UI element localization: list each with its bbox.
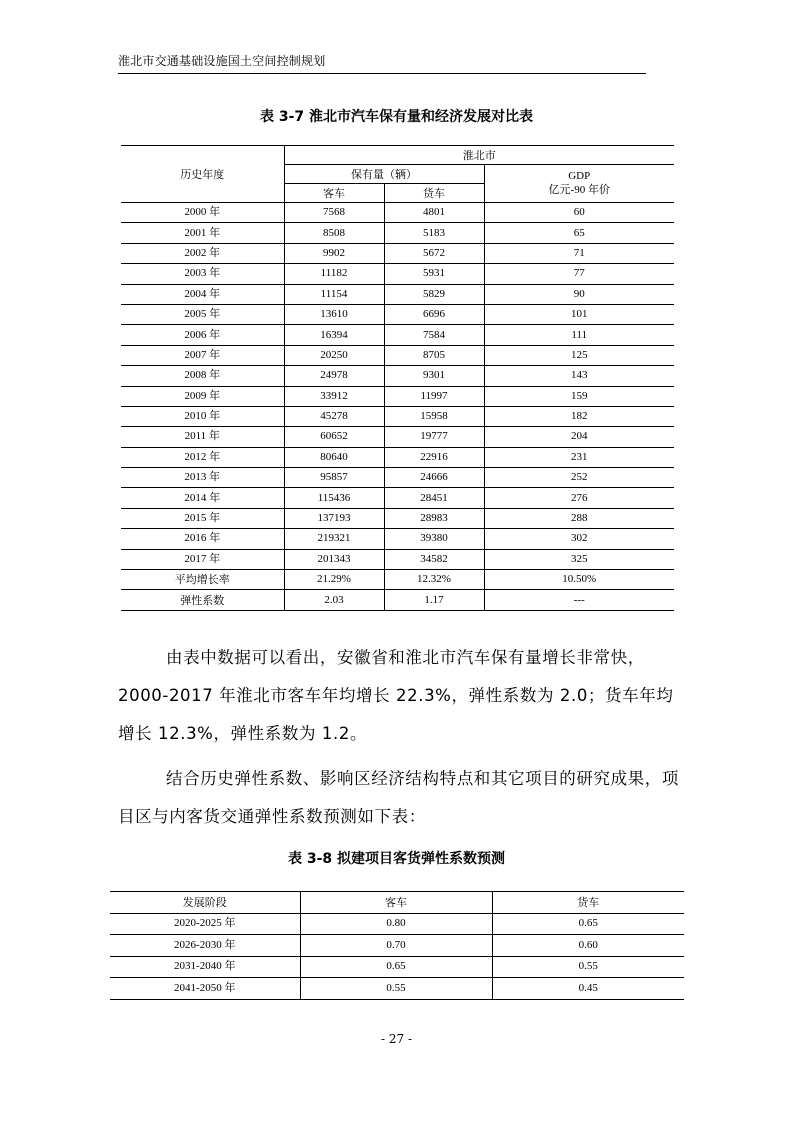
- freight-cell: 0.55: [492, 956, 684, 978]
- freight-cell: 11997: [384, 386, 484, 406]
- forecast-intro-paragraph: 结合历史弹性系数、影响区经济结构特点和其它项目的研究成果，项目区与内客货交通弹性系数预测如下表：: [118, 769, 679, 826]
- table-row: [121, 406, 674, 426]
- table-row: [121, 427, 674, 447]
- passenger-cell: 60652: [284, 427, 384, 447]
- gdp-cell: 302: [484, 529, 674, 549]
- passenger-cell: 20250: [284, 345, 384, 365]
- freight-cell: 28451: [384, 488, 484, 508]
- holdings-group-header: 保有量（辆）: [284, 165, 484, 184]
- freight-cell: 0.45: [492, 978, 684, 1000]
- year-cell: 弹性系数: [121, 590, 284, 610]
- table-row: [110, 913, 684, 935]
- gdp-cell: ---: [484, 590, 674, 610]
- passenger-cell: 219321: [284, 529, 384, 549]
- gdp-cell: 325: [484, 549, 674, 569]
- year-cell: 2012 年: [121, 447, 284, 467]
- stage-cell: 2031-2040 年: [110, 956, 300, 978]
- col-header-passenger: 客车: [284, 184, 384, 203]
- passenger-cell: 2.03: [284, 590, 384, 610]
- elasticity-forecast-table: [110, 891, 684, 1000]
- gdp-cell: 71: [484, 243, 674, 263]
- running-header: 淮北市交通基础设施国土空间控制规划: [118, 54, 326, 68]
- gdp-cell: 252: [484, 468, 674, 488]
- col-header-freight: 货车: [577, 895, 600, 909]
- passenger-cell: 137193: [284, 508, 384, 528]
- year-cell: 2001 年: [121, 223, 284, 243]
- table-row: [121, 325, 674, 345]
- freight-cell: 5931: [384, 264, 484, 284]
- vehicle-gdp-table: [121, 145, 674, 611]
- year-cell: 2011 年: [121, 427, 284, 447]
- stage-cell: 2041-2050 年: [110, 978, 300, 1000]
- table-row: [121, 203, 674, 223]
- gdp-cell: 231: [484, 447, 674, 467]
- freight-cell: 34582: [384, 549, 484, 569]
- table-row: [110, 935, 684, 957]
- gdp-cell: 60: [484, 203, 674, 223]
- table-row: [121, 386, 674, 406]
- year-cell: 2008 年: [121, 366, 284, 386]
- year-cell: 2004 年: [121, 284, 284, 304]
- freight-cell: 39380: [384, 529, 484, 549]
- passenger-cell: 11182: [284, 264, 384, 284]
- freight-cell: 19777: [384, 427, 484, 447]
- table-row: [121, 447, 674, 467]
- passenger-cell: 8508: [284, 223, 384, 243]
- table-row: [121, 468, 674, 488]
- freight-cell: 5183: [384, 223, 484, 243]
- freight-cell: 15958: [384, 406, 484, 426]
- table-row: [121, 264, 674, 284]
- year-cell: 2009 年: [121, 386, 284, 406]
- year-cell: 2017 年: [121, 549, 284, 569]
- passenger-cell: 11154: [284, 284, 384, 304]
- freight-cell: 8705: [384, 345, 484, 365]
- table-row: [121, 529, 674, 549]
- table-row: [110, 956, 684, 978]
- year-cell: 2016 年: [121, 529, 284, 549]
- gdp-unit-label: 亿元-90 年价: [548, 184, 610, 196]
- col-header-gdp: [484, 165, 674, 203]
- freight-cell: 0.60: [492, 935, 684, 957]
- year-cell: 2013 年: [121, 468, 284, 488]
- page-number: - 27 -: [380, 1032, 412, 1046]
- table-row: [121, 345, 674, 365]
- year-cell: 2007 年: [121, 345, 284, 365]
- year-cell: 2006 年: [121, 325, 284, 345]
- table-row: [121, 304, 674, 324]
- year-cell: 2005 年: [121, 304, 284, 324]
- header-divider: [118, 73, 646, 74]
- passenger-cell: 201343: [284, 549, 384, 569]
- gdp-cell: 65: [484, 223, 674, 243]
- region-header: 淮北市: [462, 148, 496, 162]
- year-cell: 2015 年: [121, 508, 284, 528]
- gdp-cell: 182: [484, 406, 674, 426]
- year-cell: 2000 年: [121, 203, 284, 223]
- stage-cell: 2026-2030 年: [110, 935, 300, 957]
- year-cell: 2003 年: [121, 264, 284, 284]
- passenger-cell: 33912: [284, 386, 384, 406]
- freight-cell: 1.17: [384, 590, 484, 610]
- passenger-cell: 0.65: [300, 956, 492, 978]
- freight-cell: 4801: [384, 203, 484, 223]
- passenger-cell: 13610: [284, 304, 384, 324]
- passenger-cell: 7568: [284, 203, 384, 223]
- passenger-cell: 115436: [284, 488, 384, 508]
- table-row: [121, 366, 674, 386]
- passenger-cell: 24978: [284, 366, 384, 386]
- gdp-cell: 159: [484, 386, 674, 406]
- col-header-year: 历史年度: [121, 146, 284, 203]
- table-row: [121, 488, 674, 508]
- freight-cell: 5672: [384, 243, 484, 263]
- passenger-cell: 95857: [284, 468, 384, 488]
- gdp-cell: 10.50%: [484, 570, 674, 590]
- passenger-cell: 45278: [284, 406, 384, 426]
- gdp-label: GDP: [568, 170, 591, 182]
- table-row: [121, 223, 674, 243]
- table-3-7-caption: 表 3-7 淮北市汽车保有量和经济发展对比表: [259, 109, 534, 125]
- col-header-passenger: 客车: [300, 892, 492, 914]
- year-cell: 2014 年: [121, 488, 284, 508]
- year-cell: 平均增长率: [121, 570, 284, 590]
- gdp-cell: 77: [484, 264, 674, 284]
- freight-cell: 5829: [384, 284, 484, 304]
- col-header-stage: 发展阶段: [110, 892, 300, 914]
- gdp-cell: 90: [484, 284, 674, 304]
- freight-cell: 7584: [384, 325, 484, 345]
- passenger-cell: 0.70: [300, 935, 492, 957]
- freight-cell: 6696: [384, 304, 484, 324]
- gdp-cell: 101: [484, 304, 674, 324]
- analysis-paragraph: 由表中数据可以看出，安徽省和淮北市汽车保有量增长非常快，2000-2017 年淮北市客车年均增长 22.3%，弹性系数为 2.0；货车年均增长 12.3%，弹性系数为 1.2。: [118, 648, 674, 743]
- year-cell: 2010 年: [121, 406, 284, 426]
- passenger-cell: 16394: [284, 325, 384, 345]
- year-cell: 2002 年: [121, 243, 284, 263]
- passenger-cell: 21.29%: [284, 570, 384, 590]
- passenger-cell: 9902: [284, 243, 384, 263]
- freight-cell: 28983: [384, 508, 484, 528]
- table-row: [121, 243, 674, 263]
- gdp-cell: 143: [484, 366, 674, 386]
- table-row: [121, 590, 674, 610]
- passenger-cell: 0.55: [300, 978, 492, 1000]
- table-row: [121, 549, 674, 569]
- table-row: [110, 978, 684, 1000]
- table-row: [121, 508, 674, 528]
- freight-cell: 12.32%: [384, 570, 484, 590]
- col-header-freight: 货车: [384, 184, 484, 203]
- freight-cell: 0.65: [492, 913, 684, 935]
- passenger-cell: 80640: [284, 447, 384, 467]
- freight-cell: 9301: [384, 366, 484, 386]
- table-row: [121, 570, 674, 590]
- table-3-8-caption: 表 3-8 拟建项目客货弹性系数预测: [287, 851, 506, 867]
- gdp-cell: 125: [484, 345, 674, 365]
- gdp-cell: 276: [484, 488, 674, 508]
- gdp-cell: 111: [484, 325, 674, 345]
- freight-cell: 24666: [384, 468, 484, 488]
- gdp-cell: 288: [484, 508, 674, 528]
- passenger-cell: 0.80: [300, 913, 492, 935]
- table-row: [121, 284, 674, 304]
- gdp-cell: 204: [484, 427, 674, 447]
- stage-cell: 2020-2025 年: [110, 913, 300, 935]
- freight-cell: 22916: [384, 447, 484, 467]
